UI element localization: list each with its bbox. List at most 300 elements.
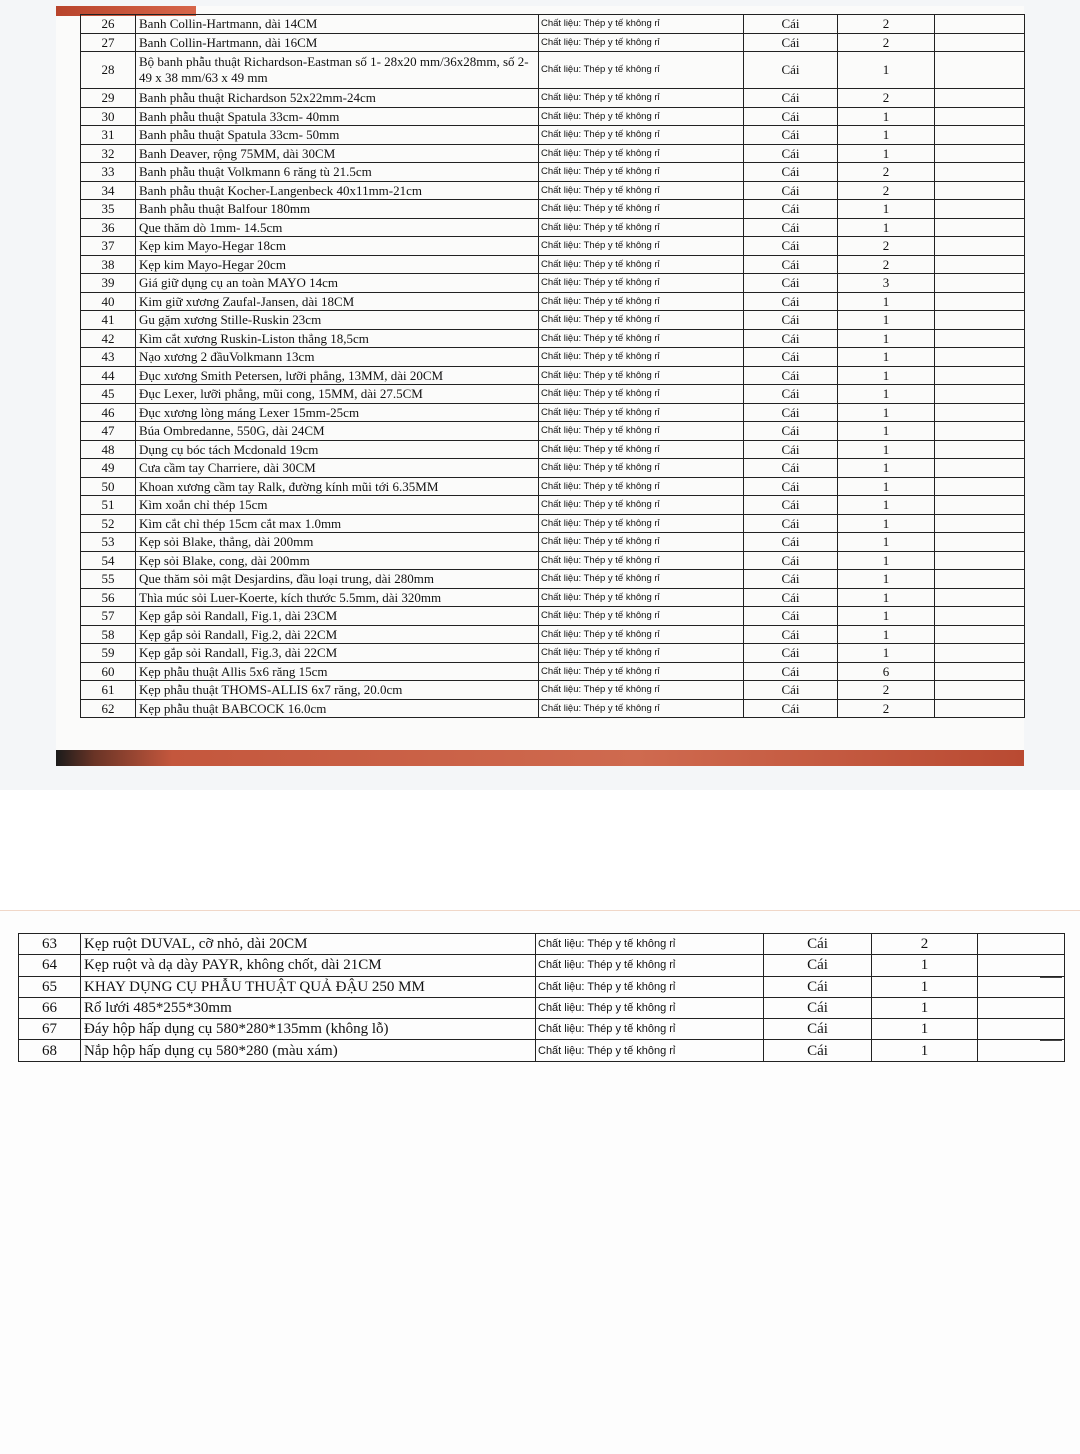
item-material: Chất liệu: Thép y tế không rỉ — [539, 644, 744, 663]
item-quantity: 1 — [838, 52, 935, 89]
table-row — [81, 200, 1025, 219]
table-row — [81, 440, 1025, 459]
item-quantity: 6 — [838, 662, 935, 681]
empty-cell — [935, 33, 1025, 52]
empty-cell — [935, 459, 1025, 478]
item-name: Kìm xoắn chỉ thép 15cm — [136, 496, 539, 515]
item-quantity: 1 — [838, 570, 935, 589]
item-name: Banh phẫu thuật Balfour 180mm — [136, 200, 539, 219]
item-name: Dụng cụ bóc tách Mcdonald 19cm — [136, 440, 539, 459]
item-quantity: 2 — [872, 934, 978, 955]
item-unit: Cái — [744, 274, 838, 293]
empty-cell — [935, 514, 1025, 533]
empty-cell — [935, 570, 1025, 589]
item-unit: Cái — [744, 348, 838, 367]
item-unit: Cái — [744, 33, 838, 52]
item-material: Chất liệu: Thép y tế không rỉ — [539, 588, 744, 607]
item-unit: Cái — [744, 385, 838, 404]
item-quantity: 2 — [838, 699, 935, 718]
item-quantity: 1 — [838, 385, 935, 404]
item-quantity: 1 — [838, 533, 935, 552]
item-name: Nắp hộp hấp dụng cụ 580*280 (màu xám) — [81, 1040, 536, 1061]
row-number: 66 — [19, 997, 81, 1018]
item-unit: Cái — [744, 459, 838, 478]
item-material: Chất liệu: Thép y tế không rỉ — [539, 477, 744, 496]
item-name: Kẹp sỏi Blake, cong, dài 200mm — [136, 551, 539, 570]
item-name: Banh phẫu thuật Richardson 52x22mm-24cm — [136, 89, 539, 108]
item-unit: Cái — [744, 163, 838, 182]
empty-cell — [935, 422, 1025, 441]
item-material: Chất liệu: Thép y tế không rỉ — [536, 934, 764, 955]
item-name: Kẹp gắp sỏi Randall, Fig.1, dài 23CM — [136, 607, 539, 626]
item-quantity: 2 — [838, 255, 935, 274]
empty-cell — [935, 218, 1025, 237]
item-name: Gu gặm xương Stille-Ruskin 23cm — [136, 311, 539, 330]
item-quantity: 2 — [838, 237, 935, 256]
item-quantity: 1 — [838, 311, 935, 330]
empty-cell — [935, 52, 1025, 89]
row-number: 50 — [81, 477, 136, 496]
empty-cell — [935, 200, 1025, 219]
row-number: 51 — [81, 496, 136, 515]
item-material: Chất liệu: Thép y tế không rỉ — [539, 607, 744, 626]
item-name: Kẹp phẫu thuật BABCOCK 16.0cm — [136, 699, 539, 718]
item-unit: Cái — [744, 292, 838, 311]
item-material: Chất liệu: Thép y tế không rỉ — [539, 292, 744, 311]
item-unit: Cái — [744, 477, 838, 496]
row-number: 38 — [81, 255, 136, 274]
item-quantity: 1 — [838, 107, 935, 126]
table-row — [81, 292, 1025, 311]
item-unit: Cái — [744, 422, 838, 441]
row-number: 36 — [81, 218, 136, 237]
item-quantity: 1 — [838, 126, 935, 145]
item-name: Búa Ombredanne, 550G, dài 24CM — [136, 422, 539, 441]
item-unit: Cái — [744, 144, 838, 163]
item-material: Chất liệu: Thép y tế không rỉ — [539, 33, 744, 52]
item-quantity: 1 — [838, 588, 935, 607]
item-name: Bộ banh phẫu thuật Richardson-Eastman số 1- 28x20 mm/36x28mm, số 2- 49 x 38 mm/63 x 49 mm — [136, 52, 539, 89]
item-quantity: 1 — [872, 1040, 978, 1061]
table-row — [81, 477, 1025, 496]
item-quantity: 2 — [838, 163, 935, 182]
row-number: 48 — [81, 440, 136, 459]
item-unit: Cái — [764, 1040, 872, 1061]
item-name: Banh phẫu thuật Spatula 33cm- 50mm — [136, 126, 539, 145]
item-quantity: 1 — [838, 144, 935, 163]
row-number: 44 — [81, 366, 136, 385]
item-unit: Cái — [744, 681, 838, 700]
item-material: Chất liệu: Thép y tế không rỉ — [539, 163, 744, 182]
item-quantity: 1 — [838, 644, 935, 663]
item-material: Chất liệu: Thép y tế không rỉ — [539, 551, 744, 570]
row-number: 67 — [19, 1019, 81, 1040]
table-row — [81, 181, 1025, 200]
empty-cell — [935, 625, 1025, 644]
item-name: Banh Collin-Hartmann, dài 14CM — [136, 15, 539, 34]
paper-edge-strip — [56, 750, 1024, 766]
item-name: Kẹp sỏi Blake, thẳng, dài 200mm — [136, 533, 539, 552]
row-number: 52 — [81, 514, 136, 533]
item-material: Chất liệu: Thép y tế không rỉ — [539, 52, 744, 89]
item-unit: Cái — [744, 644, 838, 663]
item-unit: Cái — [744, 440, 838, 459]
item-quantity: 1 — [838, 625, 935, 644]
row-number: 59 — [81, 644, 136, 663]
item-unit: Cái — [744, 52, 838, 89]
table-row — [81, 607, 1025, 626]
table-row — [81, 107, 1025, 126]
item-quantity: 1 — [838, 329, 935, 348]
row-number: 33 — [81, 163, 136, 182]
row-number: 57 — [81, 607, 136, 626]
empty-cell — [935, 551, 1025, 570]
table-row — [81, 218, 1025, 237]
item-material: Chất liệu: Thép y tế không rỉ — [539, 459, 744, 478]
item-quantity: 3 — [838, 274, 935, 293]
item-unit: Cái — [744, 551, 838, 570]
empty-cell — [978, 976, 1065, 997]
row-number: 54 — [81, 551, 136, 570]
row-number: 26 — [81, 15, 136, 34]
table-row — [81, 496, 1025, 515]
item-unit: Cái — [744, 237, 838, 256]
item-unit: Cái — [744, 588, 838, 607]
item-quantity: 1 — [838, 403, 935, 422]
empty-cell — [935, 662, 1025, 681]
item-material: Chất liệu: Thép y tế không rỉ — [539, 181, 744, 200]
empty-cell — [978, 1019, 1065, 1040]
empty-cell — [935, 329, 1025, 348]
empty-cell — [935, 496, 1025, 515]
row-number: 28 — [81, 52, 136, 89]
table-row — [81, 681, 1025, 700]
item-quantity: 2 — [838, 89, 935, 108]
item-name: Banh Collin-Hartmann, dài 16CM — [136, 33, 539, 52]
table-row — [81, 699, 1025, 718]
table-row — [81, 662, 1025, 681]
row-number: 41 — [81, 311, 136, 330]
table-row — [19, 1040, 1065, 1061]
table-row — [19, 934, 1065, 955]
table-row — [81, 144, 1025, 163]
item-name: Thìa múc sỏi Luer-Koerte, kích thước 5.5mm, dài 320mm — [136, 588, 539, 607]
item-name: Kẹp gắp sỏi Randall, Fig.3, dài 22CM — [136, 644, 539, 663]
item-material: Chất liệu: Thép y tế không rỉ — [539, 681, 744, 700]
empty-cell — [935, 107, 1025, 126]
row-number: 58 — [81, 625, 136, 644]
item-quantity: 1 — [872, 955, 978, 976]
table-row — [81, 329, 1025, 348]
empty-cell — [978, 934, 1065, 955]
table-row — [81, 311, 1025, 330]
item-quantity: 2 — [838, 681, 935, 700]
empty-cell — [935, 144, 1025, 163]
item-quantity: 1 — [838, 200, 935, 219]
item-quantity: 1 — [838, 496, 935, 515]
item-unit: Cái — [744, 496, 838, 515]
item-name: Kẹp kim Mayo-Hegar 20cm — [136, 255, 539, 274]
item-material: Chất liệu: Thép y tế không rỉ — [539, 662, 744, 681]
empty-cell — [935, 681, 1025, 700]
item-unit: Cái — [744, 107, 838, 126]
row-number: 31 — [81, 126, 136, 145]
item-material: Chất liệu: Thép y tế không rỉ — [539, 514, 744, 533]
table-row — [81, 533, 1025, 552]
table-row — [81, 33, 1025, 52]
item-material: Chất liệu: Thép y tế không rỉ — [539, 440, 744, 459]
empty-cell — [978, 997, 1065, 1018]
table-row — [81, 625, 1025, 644]
item-material: Chất liệu: Thép y tế không rỉ — [539, 255, 744, 274]
empty-cell — [935, 366, 1025, 385]
item-name: Kẹp gắp sỏi Randall, Fig.2, dài 22CM — [136, 625, 539, 644]
row-number: 39 — [81, 274, 136, 293]
empty-cell — [935, 385, 1025, 404]
table-row — [81, 514, 1025, 533]
item-material: Chất liệu: Thép y tế không rỉ — [539, 496, 744, 515]
item-material: Chất liệu: Thép y tế không rỉ — [539, 274, 744, 293]
item-unit: Cái — [744, 89, 838, 108]
item-material: Chất liệu: Thép y tế không rỉ — [539, 366, 744, 385]
item-name: Banh phẫu thuật Volkmann 6 răng tù 21.5cm — [136, 163, 539, 182]
item-name: Đáy hộp hấp dụng cụ 580*280*135mm (không lỗ) — [81, 1019, 536, 1040]
empty-cell — [935, 403, 1025, 422]
table-row — [81, 52, 1025, 89]
empty-cell — [935, 699, 1025, 718]
item-name: Kẹp ruột và dạ dày PAYR, không chốt, dài 21CM — [81, 955, 536, 976]
empty-cell — [935, 533, 1025, 552]
item-unit: Cái — [744, 403, 838, 422]
table-row — [81, 385, 1025, 404]
empty-cell — [935, 644, 1025, 663]
item-unit: Cái — [744, 181, 838, 200]
table-row — [81, 551, 1025, 570]
table-row — [81, 403, 1025, 422]
item-quantity: 1 — [838, 440, 935, 459]
item-unit: Cái — [764, 955, 872, 976]
empty-cell — [935, 607, 1025, 626]
item-name: Nạo xương 2 đầuVolkmann 13cm — [136, 348, 539, 367]
empty-cell — [935, 181, 1025, 200]
item-material: Chất liệu: Thép y tế không rỉ — [539, 329, 744, 348]
item-unit: Cái — [764, 976, 872, 997]
empty-cell — [935, 440, 1025, 459]
item-quantity: 1 — [872, 976, 978, 997]
item-unit: Cái — [744, 570, 838, 589]
row-number: 40 — [81, 292, 136, 311]
item-unit: Cái — [744, 533, 838, 552]
item-quantity: 1 — [838, 218, 935, 237]
item-name: Kìm cắt xương Ruskin-Liston thẳng 18,5cm — [136, 329, 539, 348]
item-name: Kẹp ruột DUVAL, cỡ nhỏ, dài 20CM — [81, 934, 536, 955]
table-row — [81, 422, 1025, 441]
item-quantity: 1 — [872, 997, 978, 1018]
empty-cell — [935, 477, 1025, 496]
item-unit: Cái — [744, 366, 838, 385]
table-row — [81, 348, 1025, 367]
row-number: 64 — [19, 955, 81, 976]
item-name: Que thăm sỏi mật Desjardins, đầu loại trung, dài 280mm — [136, 570, 539, 589]
empty-cell — [935, 348, 1025, 367]
item-name: Giá giữ dụng cụ an toàn MAYO 14cm — [136, 274, 539, 293]
item-unit: Cái — [744, 218, 838, 237]
item-unit: Cái — [744, 329, 838, 348]
table-row — [81, 274, 1025, 293]
table-row — [81, 588, 1025, 607]
row-number: 46 — [81, 403, 136, 422]
row-number: 43 — [81, 348, 136, 367]
empty-cell — [935, 237, 1025, 256]
empty-cell — [935, 311, 1025, 330]
table-row — [81, 459, 1025, 478]
item-material: Chất liệu: Thép y tế không rỉ — [536, 976, 764, 997]
item-material: Chất liệu: Thép y tế không rỉ — [536, 997, 764, 1018]
item-quantity: 1 — [838, 551, 935, 570]
item-quantity: 1 — [838, 348, 935, 367]
table-row — [81, 89, 1025, 108]
empty-cell — [978, 1040, 1065, 1061]
row-number: 53 — [81, 533, 136, 552]
item-unit: Cái — [744, 126, 838, 145]
row-number: 65 — [19, 976, 81, 997]
item-unit: Cái — [764, 1019, 872, 1040]
empty-cell — [978, 955, 1065, 976]
table-row — [81, 15, 1025, 34]
margin-mark — [1040, 977, 1062, 978]
table-row — [81, 237, 1025, 256]
row-number: 35 — [81, 200, 136, 219]
row-number: 49 — [81, 459, 136, 478]
row-number: 61 — [81, 681, 136, 700]
item-name: Kẹp kim Mayo-Hegar 18cm — [136, 237, 539, 256]
empty-cell — [935, 274, 1025, 293]
item-name: Đục xương lòng máng Lexer 15mm-25cm — [136, 403, 539, 422]
row-number: 37 — [81, 237, 136, 256]
equipment-table-part-2 — [18, 933, 1065, 1062]
item-quantity: 1 — [838, 607, 935, 626]
equipment-table-part-1 — [80, 14, 1025, 718]
item-material: Chất liệu: Thép y tế không rỉ — [536, 955, 764, 976]
item-quantity: 1 — [872, 1019, 978, 1040]
item-unit: Cái — [764, 934, 872, 955]
item-quantity: 2 — [838, 33, 935, 52]
item-material: Chất liệu: Thép y tế không rỉ — [539, 348, 744, 367]
item-material: Chất liệu: Thép y tế không rỉ — [539, 625, 744, 644]
table-row — [19, 997, 1065, 1018]
item-unit: Cái — [744, 311, 838, 330]
item-name: Kim giữ xương Zaufal-Jansen, dài 18CM — [136, 292, 539, 311]
item-unit: Cái — [744, 607, 838, 626]
empty-cell — [935, 255, 1025, 274]
row-number: 34 — [81, 181, 136, 200]
item-quantity: 1 — [838, 514, 935, 533]
item-material: Chất liệu: Thép y tế không rỉ — [539, 533, 744, 552]
row-number: 27 — [81, 33, 136, 52]
item-name: Kìm cắt chỉ thép 15cm cắt max 1.0mm — [136, 514, 539, 533]
item-material: Chất liệu: Thép y tế không rỉ — [539, 237, 744, 256]
item-name: Cưa cầm tay Charriere, dài 30CM — [136, 459, 539, 478]
item-unit: Cái — [744, 625, 838, 644]
item-material: Chất liệu: Thép y tế không rỉ — [539, 218, 744, 237]
empty-cell — [935, 15, 1025, 34]
row-number: 56 — [81, 588, 136, 607]
table-row — [81, 570, 1025, 589]
item-quantity: 1 — [838, 292, 935, 311]
row-number: 32 — [81, 144, 136, 163]
item-quantity: 2 — [838, 15, 935, 34]
empty-cell — [935, 163, 1025, 182]
scanned-page-2 — [0, 790, 1080, 1454]
item-material: Chất liệu: Thép y tế không rỉ — [536, 1019, 764, 1040]
row-number: 63 — [19, 934, 81, 955]
item-name: Que thăm dò 1mm- 14.5cm — [136, 218, 539, 237]
item-unit: Cái — [744, 255, 838, 274]
row-number: 55 — [81, 570, 136, 589]
item-quantity: 1 — [838, 366, 935, 385]
item-material: Chất liệu: Thép y tế không rỉ — [539, 144, 744, 163]
item-name: Banh phẫu thuật Kocher-Langenbeck 40x11mm-21cm — [136, 181, 539, 200]
item-name: Khoan xương cầm tay Ralk, đường kính mũi tới 6.35MM — [136, 477, 539, 496]
row-number: 29 — [81, 89, 136, 108]
table-row — [19, 955, 1065, 976]
item-unit: Cái — [744, 662, 838, 681]
item-quantity: 2 — [838, 181, 935, 200]
item-unit: Cái — [744, 699, 838, 718]
row-number: 62 — [81, 699, 136, 718]
item-material: Chất liệu: Thép y tế không rỉ — [539, 200, 744, 219]
item-material: Chất liệu: Thép y tế không rỉ — [539, 403, 744, 422]
empty-cell — [935, 292, 1025, 311]
item-name: Rổ lưới 485*255*30mm — [81, 997, 536, 1018]
row-number: 60 — [81, 662, 136, 681]
item-name: Đục Lexer, lưỡi phẳng, mũi cong, 15MM, dài 27.5CM — [136, 385, 539, 404]
item-quantity: 1 — [838, 422, 935, 441]
item-material: Chất liệu: Thép y tế không rỉ — [536, 1040, 764, 1061]
row-number: 30 — [81, 107, 136, 126]
empty-cell — [935, 126, 1025, 145]
table-row — [19, 1019, 1065, 1040]
margin-mark — [1040, 1040, 1062, 1041]
item-name: Banh phẫu thuật Spatula 33cm- 40mm — [136, 107, 539, 126]
row-number: 45 — [81, 385, 136, 404]
table-row — [81, 366, 1025, 385]
item-unit: Cái — [764, 997, 872, 1018]
item-unit: Cái — [744, 200, 838, 219]
item-material: Chất liệu: Thép y tế không rỉ — [539, 699, 744, 718]
item-unit: Cái — [744, 15, 838, 34]
item-quantity: 1 — [838, 477, 935, 496]
item-quantity: 1 — [838, 459, 935, 478]
item-material: Chất liệu: Thép y tế không rỉ — [539, 570, 744, 589]
item-name: Kẹp phẫu thuật Allis 5x6 răng 15cm — [136, 662, 539, 681]
empty-cell — [935, 89, 1025, 108]
item-unit: Cái — [744, 514, 838, 533]
item-name: Kẹp phẫu thuật THOMS-ALLIS 6x7 răng, 20.0cm — [136, 681, 539, 700]
item-name: KHAY DỤNG CỤ PHẪU THUẬT QUẢ ĐẬU 250 MM — [81, 976, 536, 997]
item-name: Đục xương Smith Petersen, lưỡi phẳng, 13MM, dài 20CM — [136, 366, 539, 385]
table-row — [81, 163, 1025, 182]
item-material: Chất liệu: Thép y tế không rỉ — [539, 89, 744, 108]
item-material: Chất liệu: Thép y tế không rỉ — [539, 422, 744, 441]
row-number: 42 — [81, 329, 136, 348]
item-name: Banh Deaver, rộng 75MM, dài 30CM — [136, 144, 539, 163]
item-material: Chất liệu: Thép y tế không rỉ — [539, 311, 744, 330]
table-row — [81, 126, 1025, 145]
item-material: Chất liệu: Thép y tế không rỉ — [539, 107, 744, 126]
item-material: Chất liệu: Thép y tế không rỉ — [539, 126, 744, 145]
empty-cell — [935, 588, 1025, 607]
